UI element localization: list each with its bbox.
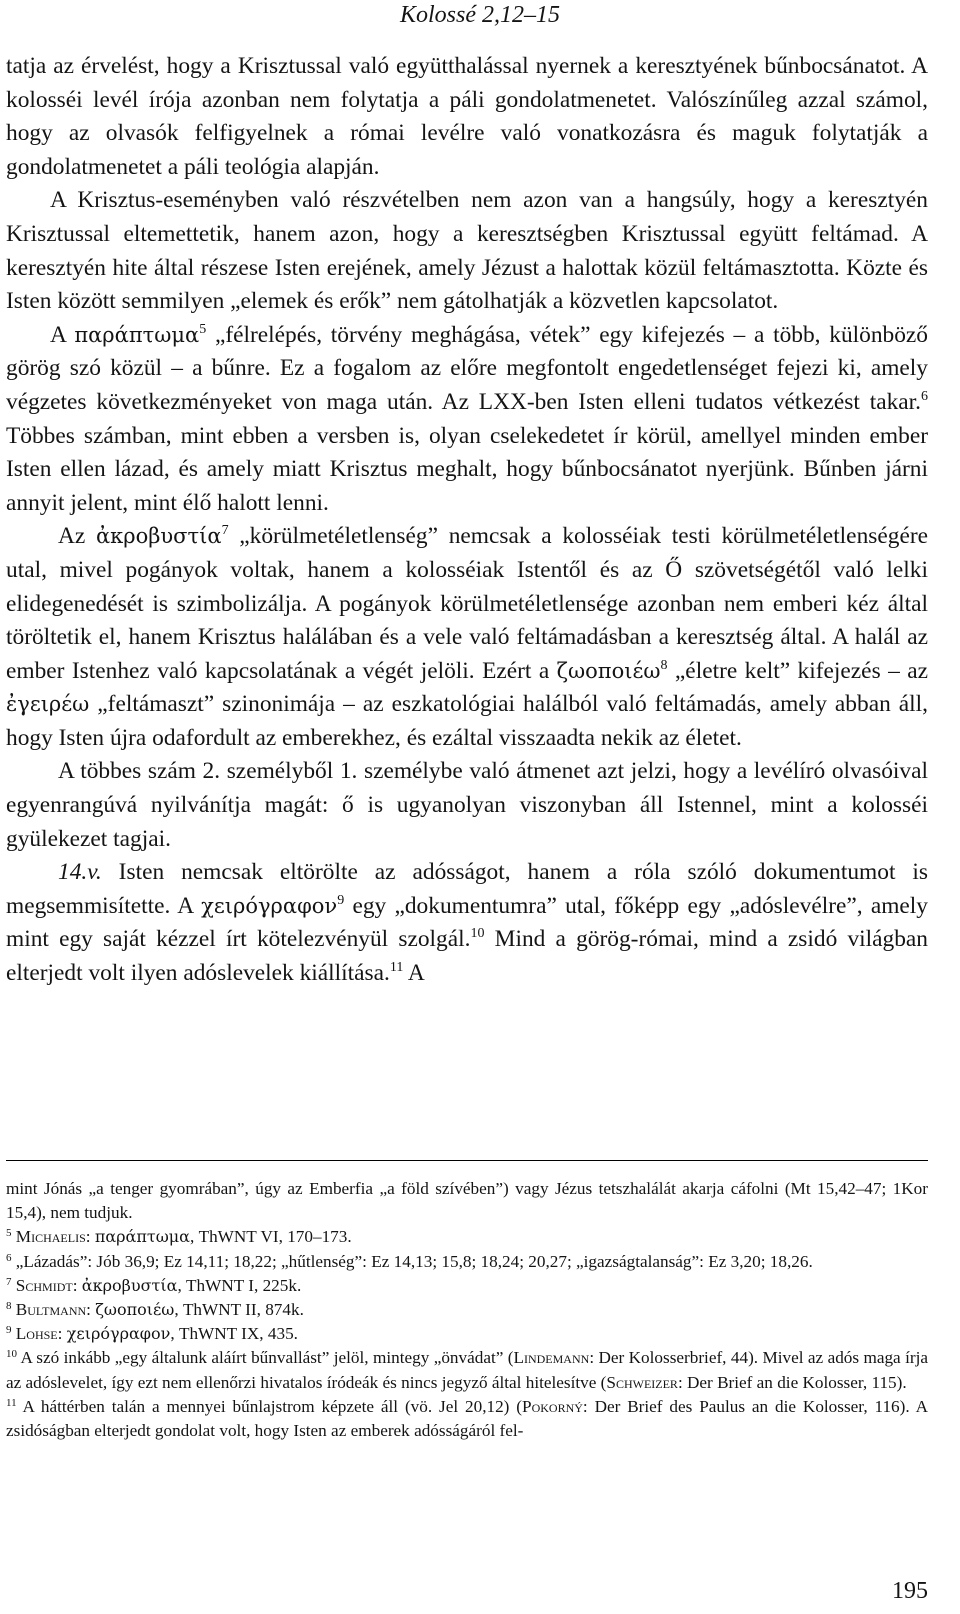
greek-term: ἀκροβυστία — [95, 524, 222, 549]
author: Pokorný — [522, 1396, 583, 1416]
footnote-number: 7 — [6, 1275, 12, 1288]
paragraph-3 — [6, 319, 928, 521]
text: „Lázadás”: Jób 36,9; Ez 14,11; 18,22; „hűtlenség”: Ez 14,13; 15,8; 18,24; 20,27; „igazságtalanság”: Ez 3,20; 18,26. — [11, 1251, 813, 1271]
footnote-11 — [6, 1395, 928, 1443]
text: , ThWNT I, 225k. — [177, 1275, 302, 1295]
text: egy „dokumentumra” utal, főképp egy „adóslevélre”, amely mint egy saját kézzel írt kötelezvényül szolgál. — [6, 892, 929, 953]
text: , ThWNT IX, 435. — [170, 1324, 298, 1344]
paragraph-4 — [6, 520, 928, 755]
greek-term: ἀκροβυστία — [81, 1275, 178, 1295]
author: Schweizer — [606, 1372, 678, 1392]
footnote-5: $^5$ Michaelis: παράπτωμα, ThWNT VI, 170–173. — [6, 1227, 352, 1247]
paragraph-5: A többes szám 2. személyből 1. személybe való átmenet azt jelzi, hogy a levélíró olvasóival egyenrangúvá nyilvánítja magát: ő is ugyanolyan viszonyban áll Istennel, mint a kolosséi gyülekezet tagjai. — [6, 758, 928, 852]
text: „életre kelt” kifejezés – az — [667, 657, 928, 684]
text: Többes számban, mint ebben a versben is, olyan cselekedetet ír körül, amellyel minden ember Isten ellen lázad, és amely miatt Krisztus meghalt, hogy bűnbocsánatot nyerjünk. Bűnben járni annyit jelent, mint élő halott lenni. — [6, 422, 928, 516]
author: Bultmann — [15, 1300, 87, 1320]
footnotes — [6, 1177, 928, 1443]
page-number: 195 — [892, 1578, 928, 1604]
footnote-8: $^8$ Bultmann: ζωοποιέω, ThWNT II, 874k. — [6, 1300, 304, 1320]
text: A — [50, 321, 75, 348]
footnote-7: $^7$ Schmidt: ἀκροβυστία, ThWNT I, 225k. — [6, 1275, 302, 1295]
text: : Der Brief des Paulus an die Kolosser, 116). A zsidóságban elterjedt gondolat volt, hogy Isten az emberek adósságáról fel- — [6, 1396, 929, 1441]
footnote-number: 10 — [6, 1348, 17, 1361]
text: A háttérben talán a mennyei bűnlajstrom képzete áll (vö. Jel 20,12) ( — [16, 1396, 523, 1416]
text: : Der Kolosserbrief, 44). Mivel az adós maga írja az adóslevelet, így ezt nem ellenőrzi hivatalos íródeák és nincs jegyző által hitelesítve ( — [6, 1348, 928, 1392]
footnote-divider — [6, 1160, 928, 1161]
running-header: Kolossé 2,12–15 — [399, 2, 560, 28]
greek-term: χειρόγραφον — [201, 893, 338, 918]
greek-term: ἐγειρέω — [6, 692, 90, 717]
footnote-number: 11 — [6, 1396, 17, 1409]
footnote-number: 6 — [6, 1251, 12, 1264]
greek-term: παράπτωμα — [94, 1227, 190, 1247]
footnote-ref: 11 — [389, 960, 404, 976]
text: : Der Brief an die Kolosser, 115). — [677, 1372, 907, 1392]
text: , ThWNT II, 874k. — [174, 1300, 304, 1320]
footnote-ref: 8 — [660, 657, 668, 673]
footnote-continuation: mint Jónás „a tenger gyomrában”, úgy az Emberfia „a föld szívében”) vagy Jézus tetszhalálát akarja cáfolni (Mt 15,42–47; 1Kor 15,4), nem tudjuk. — [6, 1179, 928, 1223]
text: „körülmetéletlenség” nemcsak a kolosséiak testi körülmetéletlenségére utal, mivel pogányok voltak, hanem a kolosséiak Istentől és az Ő szövetségétől való lelki elidegenedését is szimbolizálja. A pogányok körülmetéletlensége azonban nem emberi kéz által töröltetik el, hanem Krisztus halálában és a vele való feltámadásban a keresztség által. A halál az ember Istenhez való kapcsolatának a végét jelöli. Ezért a — [6, 523, 928, 684]
footnote-number: 8 — [6, 1300, 12, 1313]
footnote-6 — [6, 1250, 928, 1274]
footnote-ref: 6 — [921, 388, 928, 404]
footnote-ref: 10 — [470, 926, 485, 942]
footnote-9: $^9$ Lohse: χειρόγραφον, ThWNT IX, 435. — [6, 1324, 298, 1344]
greek-term: ζωοποιέω — [556, 658, 661, 683]
footnote-number: 5 — [6, 1227, 12, 1240]
footnote-ref: 9 — [337, 892, 345, 908]
verse-label: 14.v. — [58, 859, 102, 886]
text: „feltámaszt” szinonimája – az eszkatológiai halálból való feltámadás, amely abban áll, hogy Isten újra odafordult az emberekhez, és ezáltal visszaadta nekik az életet. — [6, 691, 928, 751]
text: , ThWNT VI, 170–173. — [189, 1227, 352, 1247]
text: A — [403, 960, 425, 987]
author: Schmidt — [15, 1275, 73, 1295]
text: A szó inkább „egy általunk aláírt bűnvallást” jelöl, mintegy „önvádat” ( — [17, 1348, 514, 1368]
text: Isten nemcsak eltörölte az adósságot, hanem a róla szóló dokumentumot is megsemmisítette. A — [6, 859, 928, 919]
footnote-number: 9 — [6, 1324, 12, 1337]
greek-term: παράπτωμα — [74, 322, 200, 347]
author: Michaelis — [15, 1227, 86, 1247]
paragraph-1: tatja az érvelést, hogy a Krisztussal való együtthalással nyernek a keresztyének bűnbocsánatot. A kolosséi levél írója azonban nem folytatja a páli gondolatmenetet. Valószínűleg azzal számol, hogy az olvasók felfigyelnek a római levélre való vonatkozásra és maguk folytatják a gondolatmenetet a páli teológia alapján. — [6, 53, 928, 180]
author: Lindemann — [513, 1348, 590, 1368]
footnote-ref: 7 — [221, 523, 229, 539]
greek-term: χειρόγραφον — [66, 1324, 171, 1344]
main-text — [6, 50, 928, 991]
text: Az — [58, 523, 96, 550]
paragraph-6 — [6, 856, 928, 990]
footnote-10 — [6, 1346, 928, 1394]
footnote-ref: 5 — [199, 321, 207, 337]
author: Lohse — [15, 1324, 58, 1344]
paragraph-2: A Krisztus-eseményben való részvételben nem azon van a hangsúly, hogy a keresztyén Krisztussal eltemettetik, hanem azon, hogy a keresztségben Krisztussal együtt feltámad. A keresztyén hite által részese Isten erejének, amely Jézust a halottak közül feltámasztotta. Közte és Isten között semmilyen „elemek és erők” nem gátolhatják a közvetlen kapcsolatot. — [6, 187, 928, 315]
text: Mind a görög-római, mind a zsidó világban elterjedt volt ilyen adóslevelek kiállítása. — [6, 926, 929, 987]
text: „félrelépés, törvény meghágása, vétek” egy kifejezés – a több, különböző görög szó közül – a bűnre. Ez a fogalom az előre megfontolt engedetlenséget fejezi ki, amely végzetes következményeket von maga után. Az LXX-ben Isten elleni tudatos vétkezést takar. — [6, 321, 928, 415]
greek-term: ζωοποιέω — [95, 1300, 175, 1320]
